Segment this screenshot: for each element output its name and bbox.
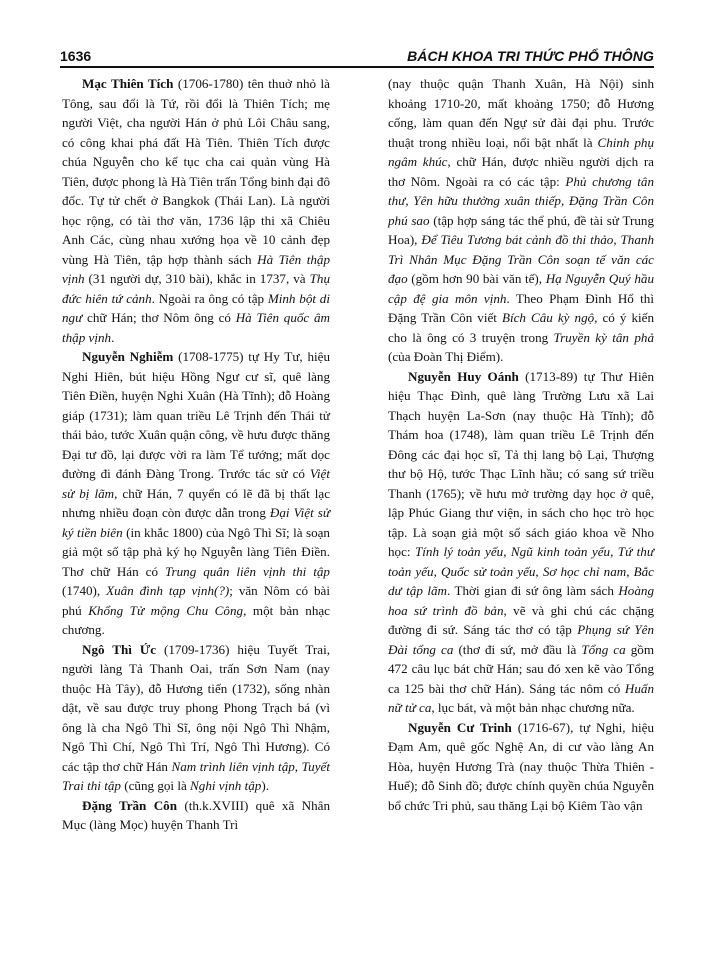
entry-text: ; văn Nôm có bài phú <box>62 583 330 618</box>
left-column <box>62 74 330 835</box>
entry-text: (th.k.XVIII) quê xã Nhân Mục (làng Mọc) huyện Thanh Trì <box>62 797 330 832</box>
entry-text: (in khắc 1800) của Ngô Thì Sĩ; là soạn giả một số tập phả ký họ Nguyễn làng Tiên Điền. Thơ chữ Hán có <box>62 524 330 579</box>
entry-ngo-thi-uc <box>62 640 330 796</box>
entry-headword: Nguyễn Cư Trinh <box>408 719 512 735</box>
entry-text: . <box>111 329 115 345</box>
page-header <box>60 46 654 66</box>
entry-text: , lục bát, và một bản nhạc chương nữa. <box>431 700 635 715</box>
entry-text: , một bản nhạc chương. <box>62 602 330 637</box>
book-title: Chinh phụ ngâm khúc <box>388 134 654 169</box>
entry-text: , vẽ và ghi chú các chặng đường đi sứ. Sáng tác thơ có tập <box>388 602 654 637</box>
entry-headword: Nguyễn Nghiễm <box>82 349 174 364</box>
entry-text: . Theo Phạm Đình Hổ thì Đặng Trần Côn viết <box>388 290 654 325</box>
entry-headword: Ngô Thì Ức <box>82 641 157 657</box>
entry-text: (cũng gọi là <box>120 778 191 793</box>
entry-text: , có ý kiến cho là ông có 3 truyện trong <box>388 310 655 345</box>
book-title: Việt sử bị lãm <box>62 466 330 501</box>
entry-text: gồm 472 câu lục bát chữ Hán; sau đó xen kẽ vào Tổng ca 125 bài thơ chữ Hán). Sáng tác nôm có <box>388 641 655 696</box>
entry-text: (nay thuộc quận Thanh Xuân, Hà Nội) sinh khoảng 1710-20, mất khoảng 1750; đỗ Hương cống, làm quan đến Ngự sử đài đại phu. Trước thuật trong nhiều loại, nổi bật nhất là <box>388 76 654 150</box>
entry-text: (tập hợp sáng tác thể phú, đề tài sử Trung Hoa), <box>388 212 654 247</box>
book-title: Tính lý toản yếu, Ngũ kinh toản yếu, Tứ thư toản yếu, Quốc sử toản yếu, Sơ học chỉ nam, Bắc dư tập lãm <box>388 544 654 598</box>
book-title: Bích Câu kỳ ngộ <box>501 310 595 325</box>
entry-text: , chữ Hán, 7 quyển có lẽ đã bị thất lạc nhưng nhiều đoạn còn được dẫn trong <box>62 485 331 520</box>
entry-headword: Nguyễn Huy Oánh <box>408 368 519 384</box>
entry-text: . Thời gian đi sứ ông làm sách <box>447 583 619 598</box>
header-rule <box>60 66 654 68</box>
book-title: Hà Tiên quốc âm thập vịnh <box>62 310 330 345</box>
entry-nguyen-nghiem <box>62 347 330 640</box>
book-title: Để Tiêu Tương bát cảnh đồ thi thảo, Thanh Trì Nhân Mục Đặng Trần Côn soạn tế văn các đạo <box>388 232 654 286</box>
book-title: Nam trình liên vịnh tập <box>171 758 295 774</box>
book-title: Tuyết Trai thi tập <box>62 758 330 793</box>
book-title: Đại Việt sử ký tiền biên <box>62 505 330 540</box>
entry-text: (gồm hơn 90 bài văn tế), <box>407 271 546 286</box>
book-title: Minh bột di ngư <box>62 290 330 325</box>
entry-text: , chữ Hán, được nhiều người dịch ra thơ Nôm. Ngoài ra có các tập: <box>388 154 654 189</box>
book-title: Hoàng hoa sứ trình đồ bản <box>388 583 654 618</box>
book-title: Tổng ca <box>581 641 626 657</box>
entry-mac-thien-tich <box>62 74 330 347</box>
entry-headword: Mạc Thiên Tích <box>82 76 174 91</box>
page-number: 1636 <box>60 48 92 64</box>
book-title: Thụ đức hiên tứ cảnh <box>62 271 330 306</box>
entry-dang-tran-con-continued <box>388 74 654 367</box>
book-title: Nghi vịnh tập <box>190 778 262 793</box>
entry-text: (1740), <box>62 583 107 598</box>
running-head: BÁCH KHOA TRI THỨC PHỔ THÔNG <box>407 48 654 64</box>
entry-text: (1713-89) tự Thư Hiên hiệu Thạc Đình, quê làng Trường Lưu xã Lai Thạch huyện La-Sơn (nay thuộc Hà Tĩnh); đỗ Thám hoa (1748), làm quan triều Lê Trịnh đến Đông các đại học sĩ, Tả thị lang bộ Lại, Thượng thư bộ Hộ, tước Thạc Lĩnh hầu; có sang sứ triều Thanh (1765); về hưu mở trường dạy học ở quê, lập Phúc Giang thư viện, in sách cho học trò học tập. Là soạn giả một số sách giáo khoa về Nho học: <box>388 368 654 559</box>
entry-text: (thơ đi sứ, mở đầu là <box>453 641 582 657</box>
book-title: Phủ chương tân thư, Yên hữu thưởng xuân thiếp, Đặng Trần Côn phú sao <box>388 173 654 228</box>
entry-text: (31 người dự, 310 bài), khắc in 1737, và <box>84 271 310 286</box>
book-title: Truyền kỳ tân phả <box>553 329 654 345</box>
book-title: Hà Tiên thập vịnh <box>62 251 331 286</box>
entry-nguyen-huy-oanh <box>388 367 654 718</box>
book-title: Trung quân liên vịnh thi tập <box>164 563 330 579</box>
entry-dang-tran-con <box>62 796 330 835</box>
entry-text: , <box>294 758 302 774</box>
book-title: Hạ Nguyễn Quý hầu cập đệ gia môn vịnh <box>388 271 654 306</box>
entry-text: chữ Hán; thơ Nôm ông có <box>82 310 236 325</box>
entry-text: (1708-1775) tự Hy Tư, hiệu Nghi Hiên, bút hiệu Hồng Ngư cư sĩ, quê làng Tiên Điền, huyện Nghi Xuân (Hà Tĩnh); đỗ Hoàng giáp (1731); làm quan triều Lê Trịnh đến Thái tử thái bảo, tước Xuân quận công, về hưu được thăng Đại tư đồ, lại được vời ra làm Tể tướng; mất dọc đường đi đánh Đàng Trong. Trước tác sử có <box>62 349 330 481</box>
entry-text: ). <box>261 778 269 793</box>
entry-text: (1709-1736) hiệu Tuyết Trai, người làng Tả Thanh Oai, trấn Sơn Nam (nay thuộc Hà Tây), đỗ Hương tiến (1732), sống nhàn dật, về sau được truy phong Phong Trạch bá (vì ông là cha Ngô Thì Sĩ, ông nội Ngô Thì Nhậm, Ngô Thì Chí, Ngô Thì Trí, Ngô Thì Hương). Có các tập thơ chữ Hán <box>62 641 330 774</box>
entry-text: (1716-67), tự Nghi, hiệu Đạm Am, quê gốc Nghệ An, di cư vào làng An Hòa, huyện Hương Trà (nay thuộc Thừa Thiên - Huế); đỗ Sinh đồ; được chính quyền chúa Nguyễn bổ chức Tri phủ, sau thăng Lại bộ Kiêm Tào vận <box>388 719 655 813</box>
book-title: Xuân đình tạp vịnh(?) <box>106 583 230 598</box>
book-title: Khổng Tử mộng Chu Công <box>88 602 244 618</box>
book-title: Phụng sứ Yên Đài tổng ca <box>388 622 654 657</box>
right-column <box>388 74 654 815</box>
entry-text: (1706-1780) tên thuở nhỏ là Tông, sau đổi là Tứ, rồi đổi là Thiên Tích; mẹ người Việt, cha người Hán ở phủ Lôi Châu sang, có công khai phá đất Hà Tiên. Thiên Tích được chúa Nguyễn cho kế tục cha cai quản vùng Hà Tiên, được phong là Hà Tiên trấn Tổng binh đại đô đốc. Tự tử chết ở Bangkok (Thái Lan). Là người học rộng, có tài thơ văn, 1736 lập thi xã Chiêu Anh Các, cùng nhau xướng họa về 10 cảnh đẹp vùng Hà Tiên, tập hợp thành sách <box>62 76 330 267</box>
book-title: Huấn nữ tử ca <box>388 680 654 715</box>
entry-text: . Ngoài ra ông có tập <box>151 290 268 306</box>
entry-nguyen-cu-trinh <box>388 718 654 816</box>
entry-headword: Đặng Trần Côn <box>82 797 177 813</box>
entry-text: (của Đoàn Thị Điểm). <box>388 349 504 364</box>
